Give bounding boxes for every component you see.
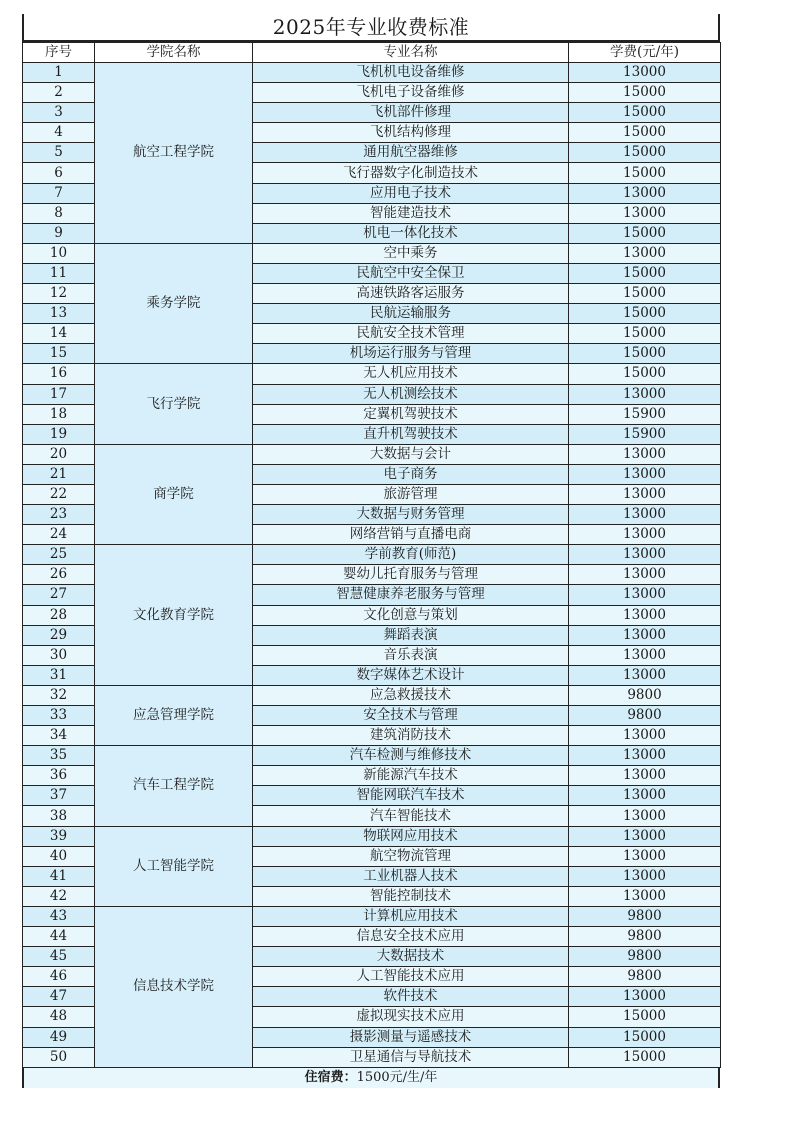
row-number: 38 <box>23 806 95 826</box>
fee-table <box>22 42 721 1068</box>
tuition-fee: 13000 <box>569 846 721 866</box>
tuition-fee: 15000 <box>569 263 721 283</box>
table-row <box>23 746 721 766</box>
tuition-fee: 13000 <box>569 746 721 766</box>
major-name: 舞蹈表演 <box>253 625 569 645</box>
major-name: 空中乘务 <box>253 243 569 263</box>
major-name: 大数据与会计 <box>253 444 569 464</box>
major-name: 飞机部件修理 <box>253 103 569 123</box>
tuition-fee: 15000 <box>569 83 721 103</box>
table-row <box>23 685 721 705</box>
tuition-fee: 15000 <box>569 1047 721 1067</box>
tuition-fee: 9800 <box>569 706 721 726</box>
tuition-fee: 15000 <box>569 344 721 364</box>
page-title: 2025年专业收费标准 <box>22 14 720 42</box>
table-row <box>23 545 721 565</box>
header-major: 专业名称 <box>253 43 569 63</box>
tuition-fee: 15000 <box>569 123 721 143</box>
row-number: 31 <box>23 665 95 685</box>
header-row <box>23 43 721 63</box>
major-name: 无人机应用技术 <box>253 364 569 384</box>
row-number: 30 <box>23 645 95 665</box>
row-number: 7 <box>23 183 95 203</box>
row-number: 18 <box>23 404 95 424</box>
college-name: 商学院 <box>95 444 253 544</box>
tuition-fee: 15000 <box>569 304 721 324</box>
major-name: 飞机结构修理 <box>253 123 569 143</box>
accommodation-fee-note <box>22 1068 720 1088</box>
row-number: 22 <box>23 484 95 504</box>
tuition-fee: 13000 <box>569 464 721 484</box>
tuition-fee: 15000 <box>569 163 721 183</box>
major-name: 旅游管理 <box>253 484 569 504</box>
major-name: 飞机机电设备维修 <box>253 63 569 83</box>
row-number: 23 <box>23 505 95 525</box>
row-number: 21 <box>23 464 95 484</box>
tuition-fee: 15000 <box>569 223 721 243</box>
major-name: 通用航空器维修 <box>253 143 569 163</box>
major-name: 无人机测绘技术 <box>253 384 569 404</box>
row-number: 15 <box>23 344 95 364</box>
major-name: 应急救援技术 <box>253 685 569 705</box>
row-number: 43 <box>23 906 95 926</box>
college-name: 应急管理学院 <box>95 685 253 745</box>
major-name: 汽车智能技术 <box>253 806 569 826</box>
tuition-fee: 15000 <box>569 1027 721 1047</box>
table-row <box>23 826 721 846</box>
row-number: 42 <box>23 886 95 906</box>
college-name: 乘务学院 <box>95 243 253 364</box>
tuition-fee: 13000 <box>569 183 721 203</box>
row-number: 33 <box>23 706 95 726</box>
table-row <box>23 444 721 464</box>
tuition-fee: 13000 <box>569 987 721 1007</box>
row-number: 13 <box>23 304 95 324</box>
row-number: 25 <box>23 545 95 565</box>
row-number: 17 <box>23 384 95 404</box>
tuition-fee: 13000 <box>569 444 721 464</box>
tuition-fee: 13000 <box>569 766 721 786</box>
row-number: 28 <box>23 605 95 625</box>
major-name: 智能建造技术 <box>253 203 569 223</box>
tuition-fee: 9800 <box>569 967 721 987</box>
tuition-fee: 15000 <box>569 103 721 123</box>
row-number: 6 <box>23 163 95 183</box>
tuition-fee: 13000 <box>569 203 721 223</box>
row-number: 24 <box>23 525 95 545</box>
tuition-fee: 13000 <box>569 625 721 645</box>
major-name: 建筑消防技术 <box>253 726 569 746</box>
fee-sheet <box>22 14 720 1088</box>
major-name: 虚拟现实技术应用 <box>253 1007 569 1027</box>
major-name: 文化创意与策划 <box>253 605 569 625</box>
row-number: 1 <box>23 63 95 83</box>
row-number: 26 <box>23 565 95 585</box>
tuition-fee: 13000 <box>569 243 721 263</box>
major-name: 数字媒体艺术设计 <box>253 665 569 685</box>
major-name: 新能源汽车技术 <box>253 766 569 786</box>
tuition-fee: 13000 <box>569 585 721 605</box>
table-row <box>23 63 721 83</box>
tuition-fee: 9800 <box>569 906 721 926</box>
major-name: 应用电子技术 <box>253 183 569 203</box>
major-name: 智慧健康养老服务与管理 <box>253 585 569 605</box>
accommodation-fee-label: 住宿费： <box>304 1069 357 1085</box>
row-number: 47 <box>23 987 95 1007</box>
major-name: 民航运输服务 <box>253 304 569 324</box>
major-name: 卫星通信与导航技术 <box>253 1047 569 1067</box>
tuition-fee: 13000 <box>569 866 721 886</box>
tuition-fee: 15000 <box>569 143 721 163</box>
row-number: 8 <box>23 203 95 223</box>
tuition-fee: 13000 <box>569 505 721 525</box>
college-name: 航空工程学院 <box>95 63 253 244</box>
tuition-fee: 15000 <box>569 1007 721 1027</box>
tuition-fee: 15900 <box>569 404 721 424</box>
college-name: 汽车工程学院 <box>95 746 253 826</box>
major-name: 飞行器数字化制造技术 <box>253 163 569 183</box>
row-number: 35 <box>23 746 95 766</box>
tuition-fee: 9800 <box>569 947 721 967</box>
row-number: 50 <box>23 1047 95 1067</box>
row-number: 45 <box>23 947 95 967</box>
header-college: 学院名称 <box>95 43 253 63</box>
major-name: 摄影测量与遥感技术 <box>253 1027 569 1047</box>
tuition-fee: 9800 <box>569 685 721 705</box>
tuition-fee: 9800 <box>569 927 721 947</box>
row-number: 36 <box>23 766 95 786</box>
row-number: 9 <box>23 223 95 243</box>
header-fee: 学费(元/年) <box>569 43 721 63</box>
row-number: 14 <box>23 324 95 344</box>
major-name: 智能网联汽车技术 <box>253 786 569 806</box>
major-name: 电子商务 <box>253 464 569 484</box>
row-number: 46 <box>23 967 95 987</box>
header-no: 序号 <box>23 43 95 63</box>
row-number: 44 <box>23 927 95 947</box>
table-row <box>23 243 721 263</box>
tuition-fee: 13000 <box>569 605 721 625</box>
row-number: 49 <box>23 1027 95 1047</box>
tuition-fee: 13000 <box>569 665 721 685</box>
major-name: 软件技术 <box>253 987 569 1007</box>
row-number: 39 <box>23 826 95 846</box>
major-name: 音乐表演 <box>253 645 569 665</box>
row-number: 11 <box>23 263 95 283</box>
fee-table-body <box>23 63 721 1068</box>
major-name: 民航空中安全保卫 <box>253 263 569 283</box>
row-number: 19 <box>23 424 95 444</box>
row-number: 20 <box>23 444 95 464</box>
major-name: 直升机驾驶技术 <box>253 424 569 444</box>
tuition-fee: 15000 <box>569 324 721 344</box>
tuition-fee: 13000 <box>569 484 721 504</box>
row-number: 16 <box>23 364 95 384</box>
major-name: 大数据与财务管理 <box>253 505 569 525</box>
major-name: 计算机应用技术 <box>253 906 569 926</box>
row-number: 12 <box>23 284 95 304</box>
tuition-fee: 15000 <box>569 284 721 304</box>
tuition-fee: 13000 <box>569 726 721 746</box>
major-name: 人工智能技术应用 <box>253 967 569 987</box>
major-name: 民航安全技术管理 <box>253 324 569 344</box>
tuition-fee: 15000 <box>569 364 721 384</box>
row-number: 2 <box>23 83 95 103</box>
tuition-fee: 13000 <box>569 565 721 585</box>
tuition-fee: 13000 <box>569 384 721 404</box>
accommodation-fee-value: 1500元/生/年 <box>356 1069 438 1085</box>
tuition-fee: 13000 <box>569 806 721 826</box>
tuition-fee: 13000 <box>569 545 721 565</box>
row-number: 4 <box>23 123 95 143</box>
tuition-fee: 13000 <box>569 645 721 665</box>
college-name: 文化教育学院 <box>95 545 253 686</box>
major-name: 物联网应用技术 <box>253 826 569 846</box>
tuition-fee: 15900 <box>569 424 721 444</box>
college-name: 飞行学院 <box>95 364 253 444</box>
row-number: 41 <box>23 866 95 886</box>
row-number: 32 <box>23 685 95 705</box>
tuition-fee: 13000 <box>569 63 721 83</box>
major-name: 安全技术与管理 <box>253 706 569 726</box>
row-number: 48 <box>23 1007 95 1027</box>
major-name: 机电一体化技术 <box>253 223 569 243</box>
major-name: 网络营销与直播电商 <box>253 525 569 545</box>
major-name: 工业机器人技术 <box>253 866 569 886</box>
major-name: 大数据技术 <box>253 947 569 967</box>
row-number: 5 <box>23 143 95 163</box>
tuition-fee: 13000 <box>569 886 721 906</box>
major-name: 航空物流管理 <box>253 846 569 866</box>
row-number: 37 <box>23 786 95 806</box>
college-name: 人工智能学院 <box>95 826 253 906</box>
major-name: 定翼机驾驶技术 <box>253 404 569 424</box>
major-name: 高速铁路客运服务 <box>253 284 569 304</box>
tuition-fee: 13000 <box>569 786 721 806</box>
major-name: 婴幼儿托育服务与管理 <box>253 565 569 585</box>
table-row <box>23 364 721 384</box>
tuition-fee: 13000 <box>569 525 721 545</box>
major-name: 智能控制技术 <box>253 886 569 906</box>
major-name: 学前教育(师范) <box>253 545 569 565</box>
row-number: 29 <box>23 625 95 645</box>
table-row <box>23 906 721 926</box>
row-number: 34 <box>23 726 95 746</box>
major-name: 飞机电子设备维修 <box>253 83 569 103</box>
row-number: 3 <box>23 103 95 123</box>
major-name: 机场运行服务与管理 <box>253 344 569 364</box>
college-name: 信息技术学院 <box>95 906 253 1067</box>
row-number: 10 <box>23 243 95 263</box>
row-number: 27 <box>23 585 95 605</box>
tuition-fee: 13000 <box>569 826 721 846</box>
row-number: 40 <box>23 846 95 866</box>
major-name: 汽车检测与维修技术 <box>253 746 569 766</box>
major-name: 信息安全技术应用 <box>253 927 569 947</box>
